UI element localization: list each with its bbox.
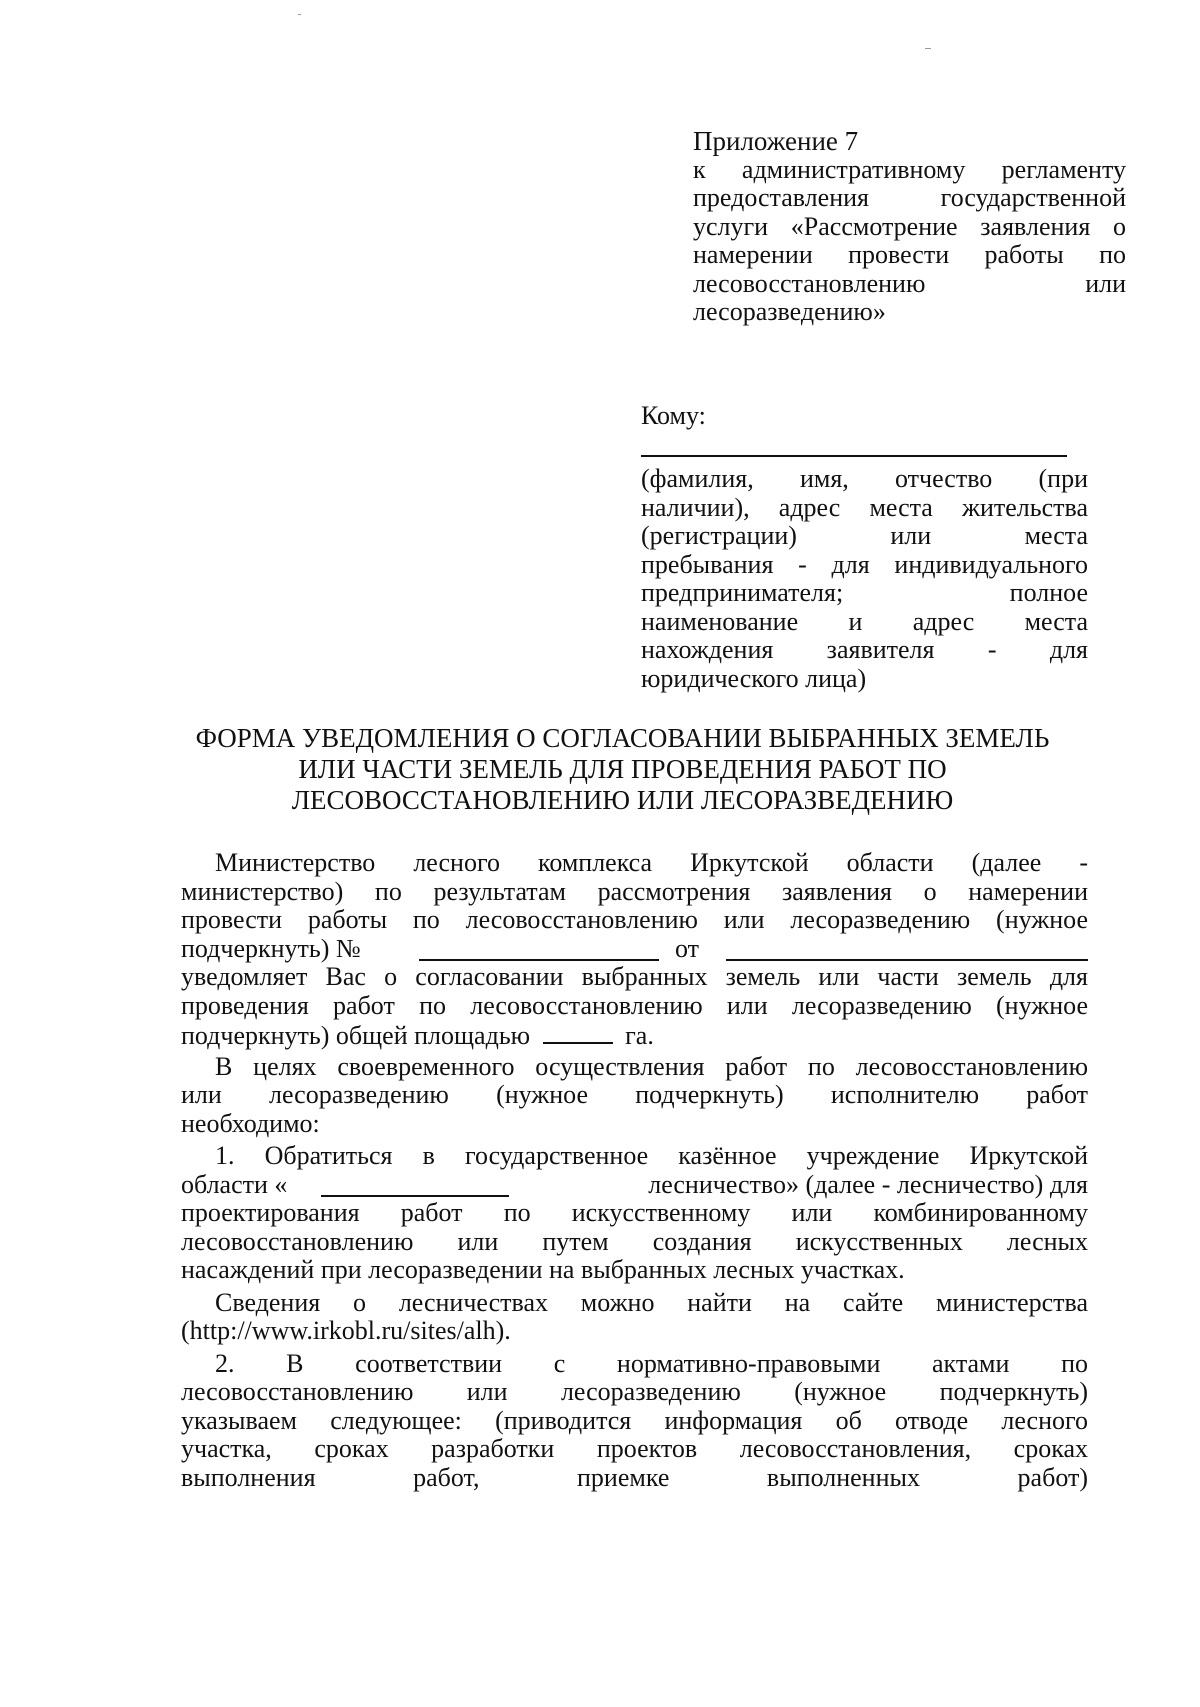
forestry-name-line	[181, 1171, 1088, 1200]
appendix-title: Приложение 7	[693, 126, 859, 156]
body-line: лесовосстановлению или лесоразведению (нужное подчеркнуть)	[181, 1377, 1088, 1406]
recipient-hint-line: юридического лица)	[641, 663, 867, 693]
body-line: необходимо:	[181, 1108, 320, 1138]
body-text-fragment: лесничество» (далее - лесничество) для	[648, 1169, 1088, 1199]
body-line: Министерство лесного комплекса Иркутской области (далее -	[215, 848, 1088, 877]
appendix-block	[693, 127, 1126, 327]
body-line: участка, сроках разработки проектов лесовосстановления, сроках	[181, 1434, 1088, 1463]
body-text-fragment: подчеркнуть) общей площадью	[181, 1021, 531, 1050]
body-line: В целях своевременного осуществления работ по лесовосстановлению	[215, 1051, 1088, 1081]
recipient-hint-line: наличии), адрес места жительства	[641, 492, 1088, 522]
appendix-line: к административному регламенту	[693, 154, 1126, 184]
appendix-line: лесовосстановлению или	[693, 268, 1126, 298]
scan-speck	[925, 48, 931, 49]
recipient-hint-line: предпринимателя; полное	[641, 578, 1088, 607]
area-line	[181, 1020, 1088, 1049]
recipient-label-block	[641, 402, 1088, 431]
body-line: 2. В соответствии с нормативно-правовыми актами по	[215, 1348, 1088, 1378]
body-line: выполнения работ, приемке выполненных работ)	[181, 1462, 1088, 1492]
body-line: проектирования работ по искусственному или комбинированному	[181, 1198, 1088, 1227]
recipient-hint-block	[641, 465, 1088, 693]
body-line: указываем следующее: (приводится информация об отводе лесного	[181, 1405, 1088, 1435]
recipient-hint-line: (фамилия, имя, отчество (при	[641, 464, 1088, 493]
body-line: насаждений при лесоразведении на выбранных лесных участках.	[181, 1255, 905, 1284]
appendix-line: услуги «Рассмотрение заявления о	[693, 211, 1126, 241]
body-line: уведомляет Вас о согласовании выбранных земель или части земель для	[181, 962, 1088, 991]
appendix-line: предоставления государственной	[693, 183, 1126, 212]
recipient-hint-line: наименование и адрес места	[641, 606, 1088, 636]
ministry-website-link[interactable]: (http://www.irkobl.ru/sites/alh).	[181, 1316, 511, 1345]
body-line: лесовосстановлению или путем создания искусственных лесных	[181, 1226, 1088, 1256]
recipient-hint-line: пребывания - для индивидуального	[641, 549, 1088, 579]
body-text-fragment: га.	[625, 1021, 654, 1050]
body-line: министерство) по результатам рассмотрения заявления о намерении	[181, 876, 1088, 906]
body-text-fragment: области «	[181, 1169, 288, 1199]
scan-speck	[298, 14, 301, 15]
application-number-blank	[419, 937, 659, 961]
body-line: провести работы по лесовосстановлению или лесоразведению (нужное	[181, 905, 1088, 934]
appendix-line: намерении провести работы по	[693, 240, 1126, 269]
form-title-line: ИЛИ ЧАСТИ ЗЕМЕЛЬ ДЛЯ ПРОВЕДЕНИЯ РАБОТ ПО	[298, 754, 947, 784]
form-title-line: ЛЕСОВОССТАНОВЛЕНИЮ ИЛИ ЛЕСОРАЗВЕДЕНИЮ	[291, 785, 954, 815]
body-line: Сведения о лесничествах можно найти на сайте министерства	[215, 1287, 1088, 1317]
application-number-line	[181, 935, 1088, 964]
recipient-hint-line: (регистрации) или места	[641, 521, 1088, 550]
application-date-blank	[726, 937, 1088, 961]
body-line: 1. Обратиться в государственное казённое учреждение Иркутской	[215, 1141, 1088, 1170]
area-blank	[543, 1020, 613, 1044]
recipient-label: Кому:	[641, 401, 706, 430]
body-text-fragment: подчеркнуть) №	[181, 933, 361, 963]
forestry-name-blank	[321, 1173, 509, 1197]
form-title	[150, 723, 1095, 816]
body-line: или лесоразведению (нужное подчеркнуть) исполнителю работ	[181, 1080, 1088, 1109]
body-text-fragment: от	[675, 933, 700, 963]
recipient-blank-line	[641, 455, 1067, 457]
appendix-line: лесоразведению»	[693, 297, 886, 326]
form-title-line: ФОРМА УВЕДОМЛЕНИЯ О СОГЛАСОВАНИИ ВЫБРАННЫХ ЗЕМЕЛЬ	[195, 723, 1050, 753]
recipient-hint-line: нахождения заявителя - для	[641, 635, 1088, 664]
body-line: проведения работ по лесовосстановлению или лесоразведению (нужное	[181, 990, 1088, 1020]
body-text	[181, 849, 1088, 1492]
